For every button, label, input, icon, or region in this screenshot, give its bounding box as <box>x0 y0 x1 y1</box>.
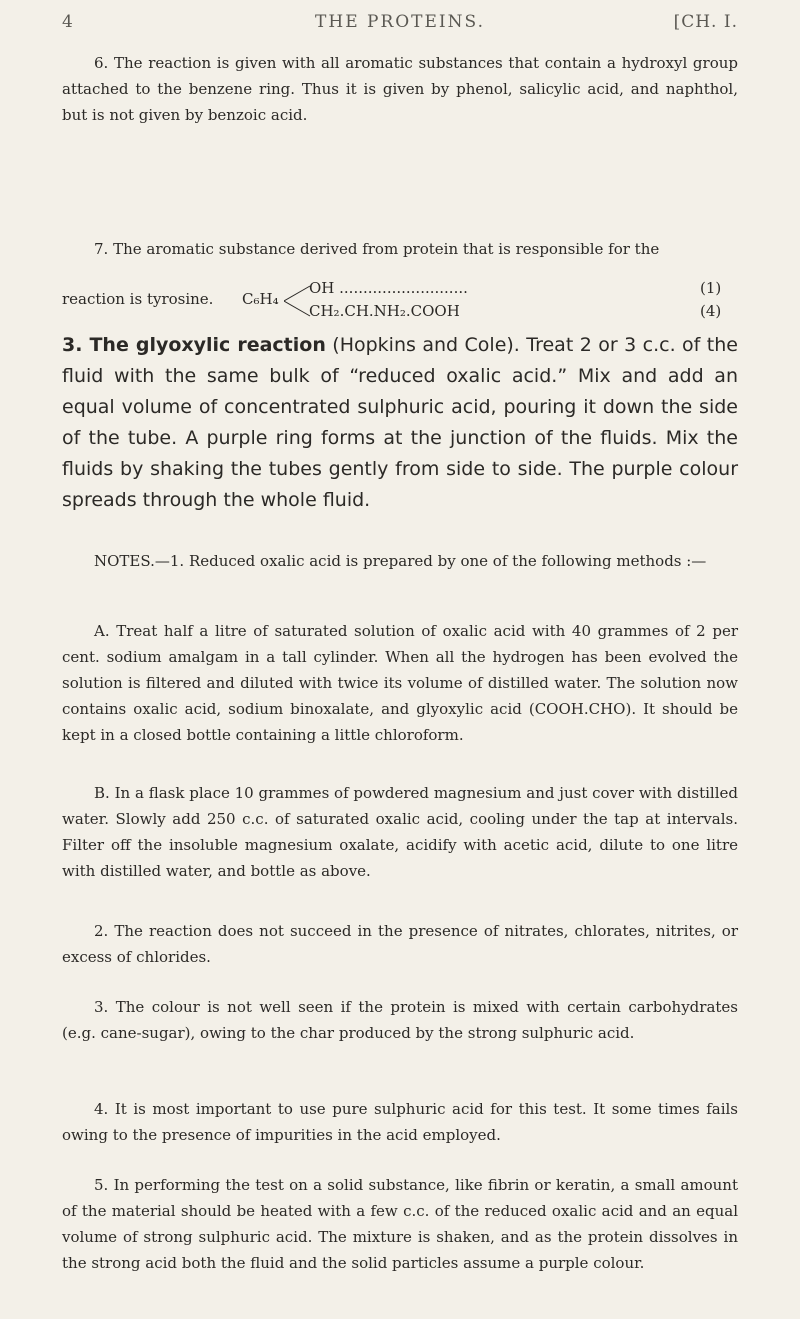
note-2 <box>62 918 738 970</box>
page-number: 4 <box>62 12 74 32</box>
note-a <box>62 618 738 748</box>
formula-bond-lines <box>284 278 312 324</box>
page-header <box>62 12 738 38</box>
note-3-text: 3. The colour is not well seen if the protein is mixed with certain carbohydrates (e.g. cane-sugar), owing to the char produced by the strong sulphuric acid. <box>62 998 738 1042</box>
note-b-text: B. In a flask place 10 grammes of powdered magnesium and just cover with distilled water. Slowly add 250 c.c. of saturated oxalic acid, cooling under the tap at intervals. Filter off the insoluble magnesium oxalate, acidify with acetic acid, dilute to one litre with distilled water, and bottle as above. <box>62 784 738 880</box>
note-4-text: 4. It is most important to use pure sulphuric acid for this test. It some times fails owing to the presence of impurities in the acid employed. <box>62 1100 738 1144</box>
formula-group-chain: CH₂.CH.NH₂.COOH <box>309 302 460 320</box>
formula-number-4: (4) <box>700 302 722 320</box>
section-3 <box>62 330 738 516</box>
formula-number-1: (1) <box>700 279 722 297</box>
chapter-label: [CH. I. <box>673 12 738 32</box>
note-4 <box>62 1096 738 1148</box>
note-a-text: A. Treat half a litre of saturated solution of oxalic acid with 40 grammes of 2 per cent. sodium amalgam in a tall cylinder. When all the hydrogen has been evolved the solution is filtered and diluted with twice its volume of distilled water. The solution now contains oxalic acid, sodium binoxalate, and glyoxylic acid (COOH.CHO). It should be kept in a closed bottle containing a little chloroform. <box>62 622 738 744</box>
paragraph-6-text: 6. The reaction is given with all aromatic substances that contain a hydroxyl group attached to the benzene ring. Thus it is given by phenol, salicylic acid, and naphthol, but is not given by benzoic acid. <box>62 54 738 124</box>
paragraph-7-text: 7. The aromatic substance derived from protein that is responsible for the <box>94 240 660 258</box>
note-2-text: 2. The reaction does not succeed in the presence of nitrates, chlorates, nitrites, or excess of chlorides. <box>62 922 738 966</box>
paragraph-7 <box>62 236 738 262</box>
running-title: THE PROTEINS. <box>315 12 485 32</box>
formula-ring: C₆H₄ <box>242 290 279 308</box>
formula-lead-text: reaction is tyrosine. <box>62 290 214 308</box>
section-3-text: (Hopkins and Cole). Treat 2 or 3 c.c. of the fluid with the same bulk of “reduced oxalic acid.” Mix and add an equal volume of concentrated sulphuric acid, pouring it down the side of the tube. A purple ring forms at the junction of the fluids. Mix the fluids by shaking the tubes gently from side to side. The purple colour spreads through the whole fluid. <box>62 334 738 511</box>
paragraph-6 <box>62 50 738 128</box>
note-5-text: 5. In performing the test on a solid substance, like fibrin or keratin, a small amount of the material should be heated with a few c.c. of the reduced oxalic acid and an equal volume of strong sulphuric acid. The mixture is shaken, and as the protein dissolves in the strong acid both the fluid and the solid particles assume a purple colour. <box>62 1176 738 1272</box>
note-5 <box>62 1172 738 1276</box>
formula-group-oh: OH ........................... <box>309 279 468 297</box>
note-3 <box>62 994 738 1046</box>
section-3-heading: 3. The glyoxylic reaction <box>62 334 326 356</box>
tyrosine-formula <box>62 276 738 326</box>
note-b <box>62 780 738 884</box>
notes-intro-text: NOTES.—1. Reduced oxalic acid is prepared by one of the following methods :— <box>94 552 707 570</box>
notes-intro <box>62 548 738 574</box>
